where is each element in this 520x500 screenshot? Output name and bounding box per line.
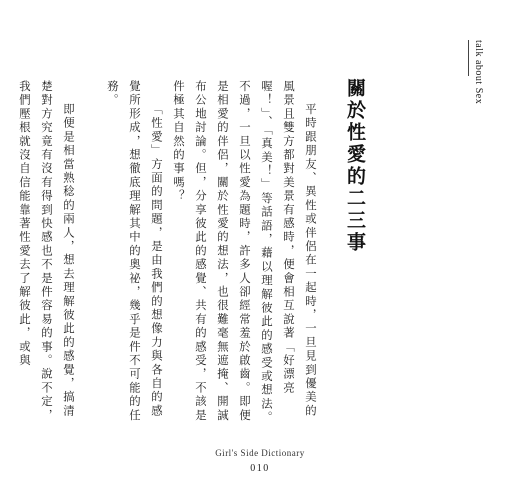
page-number: 010 bbox=[250, 463, 270, 474]
chapter-title: 關於性愛的二三事 bbox=[344, 78, 366, 254]
paragraph-2: 「性愛」方面的問題，是由我們的想像力與各自的感覺所形成，想徹底理解其中的奧祕，幾乎是件不可能的任務。 bbox=[106, 80, 164, 423]
body-text bbox=[18, 80, 322, 430]
footer-book-title: Girl's Side Dictionary bbox=[215, 448, 305, 458]
paragraph-3: 即便是相當熟稔的兩人，想去理解彼此的感覺，搞清楚對方究竟有沒有得到快感也不是件容易的事。說不定，我們壓根就沒自信能靠著性愛去了解彼此，或與 bbox=[18, 80, 76, 423]
paragraph-1: 平時跟朋友、異性或伴侶在一起時，一旦見到優美的風景且雙方都對美景有感時，便會相互說著「好漂亮喔！」、「真美！」等話語，藉以理解彼此的感受或想法。不過，一旦以性愛為題時，許多人卻經常羞於啟齒。即便是相愛的伴侶，關於性愛的想法，也很難毫無遮掩、開誠布公地討論。但，分享彼此的感覺、共有的感受，不該是件極其自然的事嗎？ bbox=[172, 80, 318, 425]
running-header: talk about Sex bbox=[473, 40, 484, 105]
header-rule bbox=[468, 40, 469, 76]
